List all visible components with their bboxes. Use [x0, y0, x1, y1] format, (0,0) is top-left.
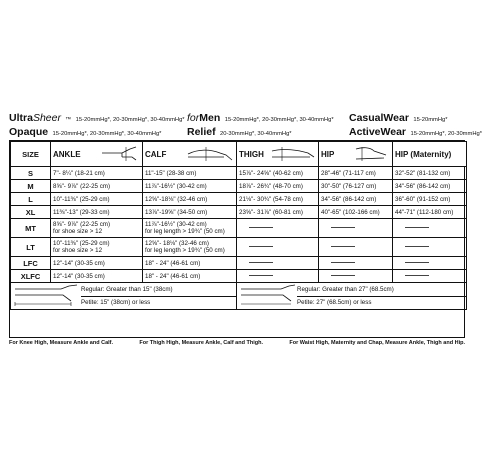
product-col-3 — [349, 110, 482, 138]
hip-maternity-cell: 32"-52" (81-132 cm) — [393, 167, 467, 180]
size-cell: XLFC — [11, 270, 51, 283]
col-hip-maternity: HIP (Maternity) — [393, 142, 467, 167]
empty-dash — [405, 262, 429, 263]
empty-dash — [331, 227, 355, 228]
empty-dash — [249, 227, 273, 228]
header-row — [11, 142, 467, 167]
thigh-length-cell — [237, 283, 467, 310]
table-row — [11, 219, 467, 238]
activewear-pressures: 15-20mmHg*, 20-30mmHg* — [410, 131, 482, 137]
thigh-cell — [237, 270, 319, 283]
size-table — [10, 141, 467, 310]
thigh-length-leg-icon — [237, 283, 297, 309]
formen-pressures: 15-20mmHg*, 20-30mmHg*, 30-40mmHg* — [224, 117, 334, 123]
ankle-cell: 8⅝"- 9⅞" (22-25 cm) for shoe size > 12 — [51, 219, 143, 238]
footnotes — [9, 340, 465, 346]
size-chart — [9, 140, 465, 338]
hip-maternity-cell — [393, 270, 467, 283]
knee-length-leg-icon — [11, 283, 81, 309]
hip-cell — [319, 257, 393, 270]
knee-length-cell — [11, 283, 237, 310]
relief-name: Relief — [187, 126, 216, 138]
table-row — [11, 238, 467, 257]
size-rows — [11, 167, 467, 283]
ultrasheer-pressures: 15-20mmHg*, 20-30mmHg*, 30-40mmHg* — [75, 117, 185, 123]
hip-maternity-cell: 36"-60" (91-152 cm) — [393, 193, 467, 206]
calf-cell: 11⅞"-16½" (30-42 cm) for leg length > 19¾" (50 cm) — [143, 219, 237, 238]
table-row — [11, 167, 467, 180]
ankle-cell: 10"-11⅜" (25-29 cm) — [51, 193, 143, 206]
formen-name: forMen — [187, 112, 221, 124]
thigh-regular: Regular: Greater than 27" (68.5cm) — [297, 284, 466, 297]
activewear-name: ActiveWear — [349, 126, 407, 138]
empty-dash — [405, 275, 429, 276]
calf-cell: 18" - 24" (46-61 cm) — [143, 270, 237, 283]
hip-cell: 34"-56" (86-142 cm) — [319, 193, 393, 206]
table-row — [11, 180, 467, 193]
product-col-2 — [187, 110, 334, 138]
thigh-leg-icon — [270, 145, 316, 163]
hip-maternity-cell: 34"-56" (86-142 cm) — [393, 180, 467, 193]
empty-dash — [249, 262, 273, 263]
ankle-cell: 11⅜"-13" (29-33 cm) — [51, 206, 143, 219]
calf-cell: 12⅝"-18⅛" (32-46 cm) — [143, 193, 237, 206]
empty-dash — [331, 246, 355, 247]
opaque-name: Opaque — [9, 126, 49, 138]
calf-cell: 18" - 24" (46-61 cm) — [143, 257, 237, 270]
ankle-cell: 10"-11⅜" (25-29 cm) for shoe size > 12 — [51, 238, 143, 257]
empty-dash — [405, 227, 429, 228]
hip-cell — [319, 238, 393, 257]
col-ankle: ANKLE — [51, 142, 143, 167]
empty-dash — [249, 246, 273, 247]
hip-maternity-cell — [393, 219, 467, 238]
size-cell: MT — [11, 219, 51, 238]
hip-cell: 30"-50" (76-127 cm) — [319, 180, 393, 193]
hip-cell: 40"-65" (102-166 cm) — [319, 206, 393, 219]
size-cell: M — [11, 180, 51, 193]
ankle-leg-icon — [100, 145, 140, 163]
thigh-cell — [237, 238, 319, 257]
size-cell: LFC — [11, 257, 51, 270]
ankle-cell: 12"-14" (30-35 cm) — [51, 257, 143, 270]
casualwear-pressures: 15-20mmHg* — [413, 117, 448, 123]
hip-cell — [319, 219, 393, 238]
table-row — [11, 270, 467, 283]
calf-leg-icon — [186, 145, 234, 163]
product-header — [9, 110, 482, 138]
footnote-waist: For Waist High, Maternity and Chap, Measure Ankle, Thigh and Hip. — [289, 340, 465, 346]
size-cell: LT — [11, 238, 51, 257]
footnote-knee: For Knee High, Measure Ankle and Calf. — [9, 340, 114, 346]
ankle-cell: 7"- 8¼" (18-21 cm) — [51, 167, 143, 180]
length-row — [11, 283, 467, 310]
thigh-cell: 18⅞"- 26¾" (48-70 cm) — [237, 180, 319, 193]
thigh-cell — [237, 257, 319, 270]
col-thigh: THIGH — [237, 142, 319, 167]
calf-cell: 11⅞"-16½" (30-42 cm) — [143, 180, 237, 193]
thigh-cell — [237, 219, 319, 238]
col-size: SIZE — [11, 142, 51, 167]
ultrasheer-name: UltraSheer — [9, 112, 61, 124]
empty-dash — [331, 262, 355, 263]
hip-cell — [319, 270, 393, 283]
table-row — [11, 206, 467, 219]
opaque-pressures: 15-20mmHg*, 20-30mmHg*, 30-40mmHg* — [52, 131, 162, 137]
empty-dash — [331, 275, 355, 276]
table-row — [11, 257, 467, 270]
hip-maternity-cell — [393, 238, 467, 257]
relief-pressures: 20-30mmHg*, 30-40mmHg* — [220, 131, 292, 137]
hip-cell: 28"-46" (71-117 cm) — [319, 167, 393, 180]
product-col-1: UltraSheer ™ 15-20mmHg*, 20-30mmHg*, 30-40mmHg* Opaque 15-20mmHg*, 20-30mmHg*, 30-40mmHg* — [9, 112, 185, 138]
calf-cell: 13⅞"-19⅝" (34-50 cm) — [143, 206, 237, 219]
thigh-cell: 23⅝"- 31⅞" (60-81 cm) — [237, 206, 319, 219]
calf-cell: 11"-15" (28-38 cm) — [143, 167, 237, 180]
table-row — [11, 193, 467, 206]
ankle-cell: 12"-14" (30-35 cm) — [51, 270, 143, 283]
thigh-petite: Petite: 27" (68.5cm) or less — [297, 298, 372, 306]
size-cell: L — [11, 193, 51, 206]
calf-cell: 12⅝"- 18⅛" (32-46 cm) for leg length > 19¾" (50 cm) — [143, 238, 237, 257]
knee-regular: Regular: Greater than 15" (38cm) — [81, 284, 236, 297]
hip-icon — [352, 145, 390, 163]
ankle-cell: 8⅝"- 9⅞" (22-25 cm) — [51, 180, 143, 193]
casualwear-name: CasualWear — [349, 112, 409, 124]
knee-petite: Petite: 15" (38cm) or less — [81, 298, 151, 306]
hip-maternity-cell: 44"-71" (112-180 cm) — [393, 206, 467, 219]
empty-dash — [405, 246, 429, 247]
size-cell: XL — [11, 206, 51, 219]
size-cell: S — [11, 167, 51, 180]
col-calf: CALF — [143, 142, 237, 167]
thigh-cell: 21⅛"- 30¾" (54-78 cm) — [237, 193, 319, 206]
footnote-thigh: For Thigh High, Measure Ankle, Calf and Thigh. — [139, 340, 263, 346]
hip-maternity-cell — [393, 257, 467, 270]
col-hip: HIP — [319, 142, 393, 167]
thigh-cell: 15⅞"- 24⅝" (40-62 cm) — [237, 167, 319, 180]
empty-dash — [249, 275, 273, 276]
